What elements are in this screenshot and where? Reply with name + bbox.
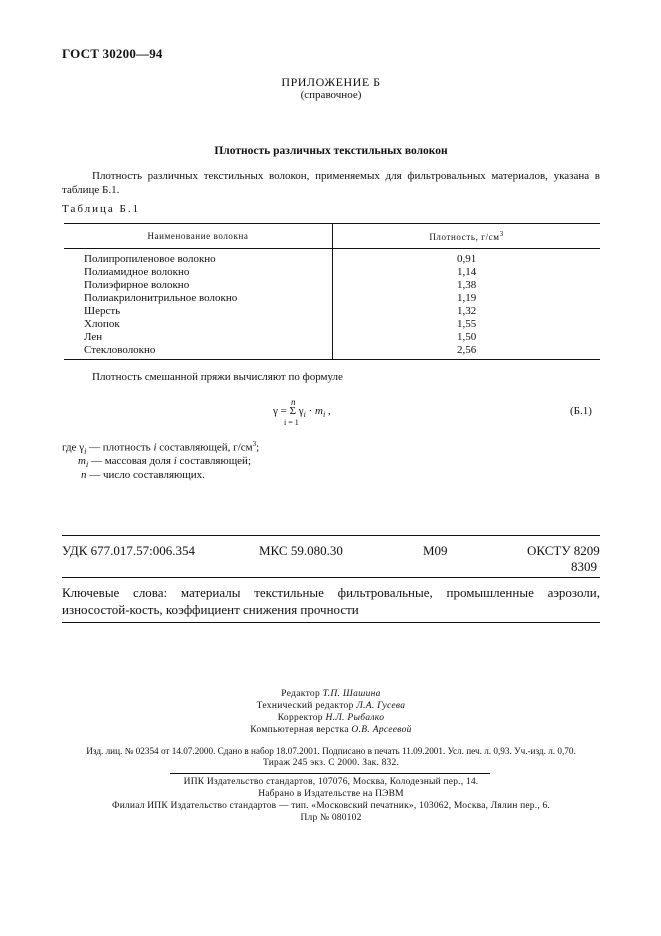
table-row (64, 344, 600, 360)
appendix-subtitle: (справочное) (300, 89, 362, 101)
fiber-density: 1,19 (457, 292, 477, 304)
credit-corrector: Корректор Н.Л. Рыбалко (277, 713, 385, 723)
table-row (64, 292, 600, 305)
fiber-density: 1,14 (457, 266, 477, 278)
column-header-name: Наименование волокна (64, 224, 333, 249)
formula-intro: Плотность смешанной пряжи вычисляют по формуле (92, 371, 343, 383)
credit-editor: Редактор Т.П. Шашина (281, 689, 381, 699)
fiber-name: Хлопок (64, 318, 333, 331)
fiber-density: 2,56 (333, 344, 601, 360)
formula-number: (Б.1) (570, 405, 592, 417)
table-row (64, 249, 600, 267)
fiber-density: 0,91 (457, 253, 477, 265)
imprint-line-5: Филиал ИПК Издательство стандартов — тип. «Московский печатник», 103062, Москва, Лялин пер., 6. (111, 801, 550, 811)
fiber-name: Полиэфирное волокно (64, 279, 333, 292)
imprint-line-6: Плр № 080102 (300, 813, 362, 823)
fiber-density: 1,50 (457, 331, 477, 343)
imprint-line-4: Набрано в Издательстве на ПЭВМ (258, 789, 404, 799)
okstu-code: ОКСТУ 8209 (527, 543, 600, 558)
imprint-line-2: Тираж 245 экз. С 2000. Зак. 832. (262, 758, 400, 768)
column-header-density: Плотность, $г/см^3$ (333, 224, 601, 249)
fiber-name: Шерсть (64, 305, 333, 318)
table-row (64, 305, 600, 318)
udk-code: УДК 677.017.57:006.354 (62, 543, 196, 558)
imprint-divider (170, 773, 490, 774)
divider-middle (62, 577, 600, 578)
fiber-name: Лен (64, 331, 333, 344)
table-row (64, 318, 600, 331)
section-title: Плотность различных текстильных волокон (214, 145, 448, 157)
fiber-density: 1,55 (457, 318, 477, 330)
where-line-count: n — число составляющих. (81, 469, 205, 481)
credit-layout: Компьютерная верстка О.В. Арсеевой (250, 725, 412, 735)
category-code: М09 (423, 543, 448, 558)
standard-header: ГОСТ 30200—94 (62, 46, 163, 61)
okstu-code-2: 8309 (571, 559, 597, 574)
formula-lower-limit: i = 1 (284, 418, 299, 427)
fiber-name: Стекловолокно (64, 344, 333, 360)
fiber-name: Полипропиленовое волокно (64, 249, 333, 267)
table-row (64, 331, 600, 344)
formula: γ = Σ $\gamma_i \cdot m_i$ , (273, 405, 331, 420)
divider-top (62, 535, 600, 536)
imprint-line-1: Изд. лиц. № 02354 от 14.07.2000. Сдано в набор 18.07.2001. Подписано в печать 11.09.2001. Усл. печ. л. 0,93. Уч.-изд. л. 0,70. (86, 746, 576, 756)
table-row (64, 279, 600, 292)
mks-code: МКС 59.080.30 (259, 543, 343, 558)
keywords: Ключевые слова: материалы текстильные фильтровальные, промышленные аэрозоли, износостой-кость, коэффициент снижения прочности (62, 585, 600, 617)
where-line-mass: $m_i$ — массовая доля i составляющей; (78, 455, 252, 470)
table-caption: Таблица Б.1 (62, 203, 141, 215)
credit-tech-editor: Технический редактор Л.А. Гусева (256, 701, 406, 711)
fiber-density: 1,38 (457, 279, 477, 291)
fiber-name: Полиакрилонитрильное волокно (64, 292, 333, 305)
formula-upper-limit: n (291, 397, 296, 407)
fiber-density: 1,32 (457, 305, 477, 317)
table-row (64, 266, 600, 279)
where-line-density: где $\gamma_i$ — плотность i составляющей, $г/см^3$; (62, 440, 260, 456)
imprint-line-3: ИПК Издательство стандартов, 107076, Москва, Колодезный пер., 14. (183, 777, 479, 787)
intro-paragraph: Плотность различных текстильных волокон, применяемых для фильтровальных материалов, указана в таблице Б.1. (62, 170, 600, 196)
density-table (64, 223, 600, 360)
divider-bottom (62, 622, 600, 623)
appendix-title: ПРИЛОЖЕНИЕ Б (281, 75, 381, 89)
fiber-name: Полиамидное волокно (64, 266, 333, 279)
